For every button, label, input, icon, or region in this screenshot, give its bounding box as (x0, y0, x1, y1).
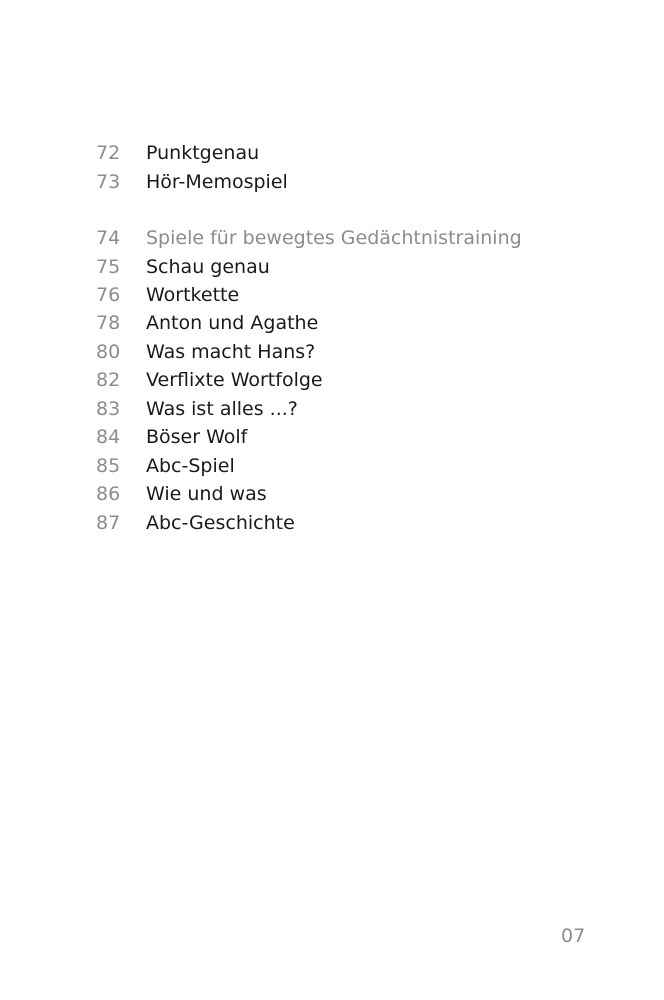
toc-page-number: 85 (96, 455, 121, 477)
toc-page-number: 74 (96, 227, 121, 249)
toc-title: Schau genau (146, 256, 270, 278)
toc-page-number: 75 (96, 256, 121, 278)
toc-title: Böser Wolf (146, 426, 248, 448)
toc-title: Wie und was (146, 483, 267, 505)
toc-page-number: 78 (96, 312, 121, 334)
toc-page-number: 80 (96, 341, 121, 363)
toc-title: Was macht Hans? (146, 341, 316, 363)
toc-entry (0, 480, 600, 508)
toc-page-number: 83 (96, 398, 121, 420)
toc-page-number: 87 (96, 512, 121, 534)
toc-entry (0, 168, 600, 196)
toc-title: Verflixte Wortfolge (146, 369, 323, 391)
toc-entry (0, 366, 600, 394)
toc-page-number: 73 (96, 171, 121, 193)
toc-entry (0, 338, 600, 366)
toc-page-number: 84 (96, 426, 121, 448)
toc-title: Was ist alles ...? (146, 398, 298, 420)
toc-section-heading (0, 224, 600, 252)
toc-page-number: 72 (96, 142, 121, 164)
toc-page-number: 86 (96, 483, 121, 505)
toc-page-number: 82 (96, 369, 121, 391)
toc-title: Wortkette (146, 284, 240, 306)
toc-entry (0, 395, 600, 423)
toc-title: Abc-Geschichte (146, 512, 295, 534)
toc-section-title: Spiele für bewegtes Gedächtnistraining (146, 227, 522, 249)
toc-entry (0, 139, 600, 167)
toc-title: Anton und Agathe (146, 312, 319, 334)
toc-entry (0, 452, 600, 480)
toc-entry (0, 423, 600, 451)
toc-entry (0, 509, 600, 537)
toc-title: Hör-Memospiel (146, 171, 288, 193)
toc-entry (0, 253, 600, 281)
toc-page-number: 76 (96, 284, 121, 306)
toc-entry (0, 309, 600, 337)
toc-title: Abc-Spiel (146, 455, 235, 477)
page-number: 07 (561, 925, 586, 947)
toc-title: Punktgenau (146, 142, 260, 164)
toc-entry (0, 281, 600, 309)
